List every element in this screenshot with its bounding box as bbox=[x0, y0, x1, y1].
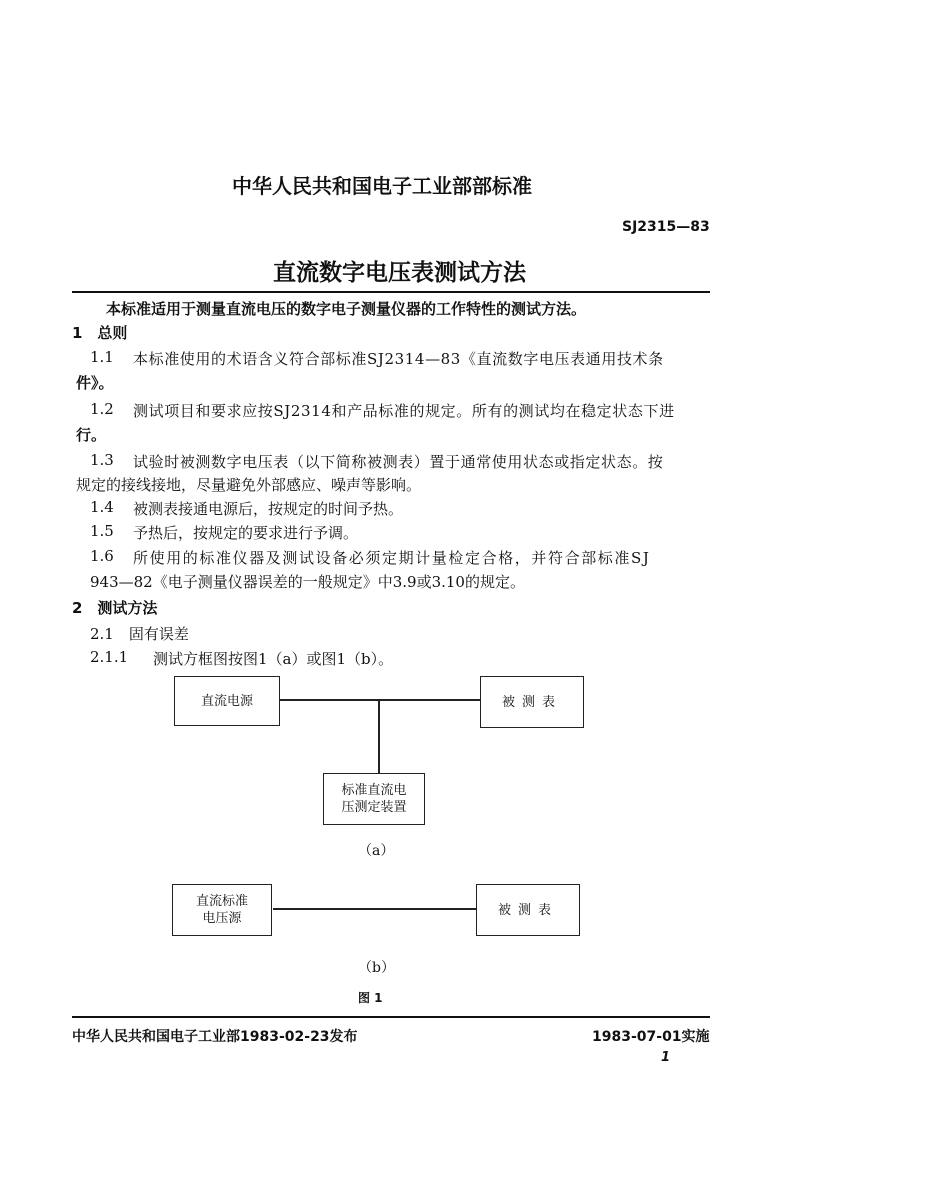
clause-1-2-number: 1.2 bbox=[90, 400, 114, 418]
dut-box-a bbox=[480, 676, 584, 728]
clause-1-5-number: 1.5 bbox=[90, 522, 114, 540]
clause-2-1-1-number: 2.1.1 bbox=[90, 648, 129, 666]
figure-1b-caption: （b） bbox=[358, 960, 395, 976]
figure-1a-caption: （a） bbox=[358, 843, 395, 859]
standard-dc-voltage-device-box bbox=[323, 773, 425, 825]
standard-voltage-source-box bbox=[172, 884, 272, 936]
wire-a-horizontal bbox=[279, 699, 480, 701]
standard-voltage-source-label: 直流标准电压源 bbox=[195, 894, 248, 926]
clause-1-6-text: 所使用的标准仪器及测试设备必须定期计量检定合格，并符合部标准SJ bbox=[133, 549, 651, 567]
clause-1-5-text: 予热后，按规定的要求进行予调。 bbox=[133, 524, 359, 542]
dc-power-source-box bbox=[174, 676, 280, 726]
doc-title: 直流数字电压表测试方法 bbox=[273, 259, 526, 286]
page-number: 1 bbox=[661, 1050, 671, 1065]
standard-code: SJ2315—83 bbox=[622, 219, 710, 235]
issue-date: 中华人民共和国电子工业部1983-02-23发布 bbox=[72, 1029, 358, 1045]
clause-2-1-1-text: 测试方框图按图1（a）或图1（b）。 bbox=[153, 650, 394, 668]
clause-1-6-number: 1.6 bbox=[90, 547, 114, 565]
footer-rule bbox=[72, 1016, 710, 1018]
dut-box-b bbox=[476, 884, 580, 936]
org-title: 中华人民共和国电子工业部部标准 bbox=[232, 174, 532, 198]
dut-label-b: 被测表 bbox=[497, 902, 558, 918]
clause-1-2-text: 测试项目和要求应按SJ2314和产品标准的规定。所有的测试均在稳定状态下进 bbox=[133, 402, 675, 420]
clause-1-4-number: 1.4 bbox=[90, 498, 114, 516]
clause-1-1-number: 1.1 bbox=[90, 348, 114, 366]
clause-1-6-text-cont: 943—82《电子测量仪器误差的一般规定》中3.9或3.10的规定。 bbox=[90, 573, 525, 591]
title-rule bbox=[72, 291, 710, 293]
clause-1-3-text: 试验时被测数字电压表（以下简称被测表）置于通常使用状态或指定状态。按 bbox=[133, 453, 664, 471]
clause-1-4-text: 被测表接通电源后，按规定的时间予热。 bbox=[133, 500, 404, 518]
figure-1-caption: 图 1 bbox=[358, 991, 383, 1005]
dut-label-a: 被测表 bbox=[501, 694, 562, 710]
clause-1-2-text-cont: 行。 bbox=[76, 426, 107, 444]
wire-b-horizontal bbox=[273, 908, 476, 910]
standard-dc-voltage-device-label: 标准直流电压测定装置 bbox=[341, 783, 407, 815]
clause-1-3-text-cont: 规定的接线接地，尽量避免外部感应、噪声等影响。 bbox=[76, 476, 422, 494]
dc-power-source-label: 直流电源 bbox=[200, 693, 253, 709]
intro-paragraph: 本标准适用于测量直流电压的数字电子测量仪器的工作特性的测试方法。 bbox=[106, 300, 587, 318]
effective-date: 1983-07-01实施 bbox=[592, 1029, 710, 1045]
wire-a-vertical bbox=[378, 700, 380, 773]
clause-1-1-text-cont: 件》。 bbox=[76, 374, 114, 392]
clause-1-1-text: 本标准使用的术语含义符合部标准SJ2314—83《直流数字电压表通用技术条 bbox=[133, 350, 664, 368]
section-1-heading: 1 总则 bbox=[72, 324, 128, 342]
clause-1-3-number: 1.3 bbox=[90, 451, 114, 469]
section-2-heading: 2 测试方法 bbox=[72, 599, 158, 617]
clause-2-1: 2.1 固有误差 bbox=[90, 625, 189, 643]
